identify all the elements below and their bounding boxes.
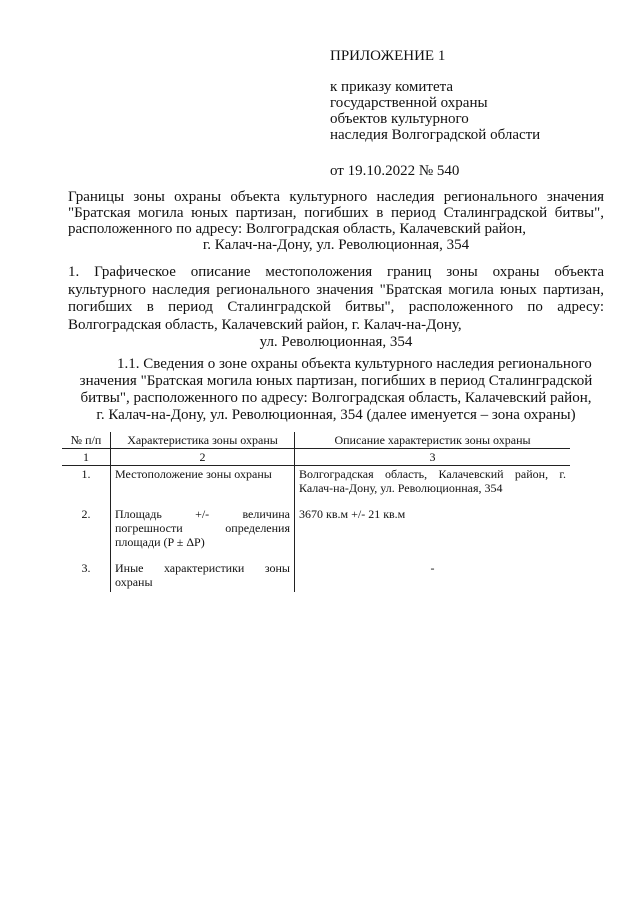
row-description: 3670 кв.м +/- 21 кв.м	[299, 507, 406, 521]
table-row	[62, 560, 570, 592]
column-number: 1	[62, 449, 111, 466]
row-number: 3.	[62, 560, 111, 592]
header-description: Описание характеристик зоны охраны	[295, 432, 571, 449]
row-characteristic: Площадь +/- величина погрешности определения площади (P ± ΔP)	[111, 506, 295, 560]
appendix-line: объектов культурного	[330, 111, 469, 127]
column-number: 3	[295, 449, 571, 466]
subsection-text: значения "Братская могила юных партизан, погибших в период Сталинградской битвы", расположенного по адресу: Волгоградская область, Калачевский район, г. Калач-на-Дону, ул. Революционная, 354 (далее именуется – зона охраны)	[79, 373, 593, 423]
appendix-line: наследия Волгоградской области	[330, 127, 541, 143]
table-row	[62, 506, 570, 560]
appendix-line: к приказу комитета	[330, 79, 454, 95]
row-characteristic: Местоположение зоны охраны	[111, 466, 295, 507]
heading-last-line: г. Калач-на-Дону, ул. Революционная, 354	[202, 237, 470, 253]
row-description: Волгоградская область, Калачевский район, г. Калач-на-Дону, ул. Революционная, 354	[299, 467, 566, 495]
column-number: 2	[111, 449, 295, 466]
row-number: 1.	[62, 466, 111, 507]
document-heading	[68, 189, 604, 253]
section-1	[68, 264, 604, 352]
section-1-text: 1. Графическое описание местоположения границ зоны охраны объекта культурного наследия регионального значения "Братская могила юных партизан, погибших в период Сталинградской битвы", расположенного по адресу: Волгоградская область, Калачевский район, г. Калач-на-Дону,	[68, 264, 604, 333]
subsection-1-1	[75, 356, 597, 424]
table-row	[62, 466, 570, 507]
section-1-last-line: ул. Революционная, 354	[259, 334, 413, 350]
appendix-title: ПРИЛОЖЕНИЕ 1	[330, 48, 446, 64]
table-header-row	[62, 432, 570, 449]
zone-table	[62, 432, 570, 592]
appendix-block	[330, 48, 540, 179]
header-number: № п/п	[62, 432, 111, 449]
column-number-row	[62, 449, 570, 466]
row-number: 2.	[62, 506, 111, 560]
order-date: от 19.10.2022 № 540	[330, 163, 460, 179]
appendix-line: государственной охраны	[330, 95, 488, 111]
row-description: -	[430, 561, 435, 575]
subsection-first-line: 1.1. Сведения о зоне охраны объекта культурного наследия регионального	[117, 356, 592, 372]
row-characteristic: Иные характеристики зоны охраны	[111, 560, 295, 592]
header-characteristic: Характеристика зоны охраны	[111, 432, 295, 449]
heading-text: Границы зоны охраны объекта культурного наследия регионального значения "Братская могила юных партизан, погибших в период Сталинградской битвы", расположенного по адресу: Волгоградская область, Калачевский район,	[68, 189, 604, 237]
